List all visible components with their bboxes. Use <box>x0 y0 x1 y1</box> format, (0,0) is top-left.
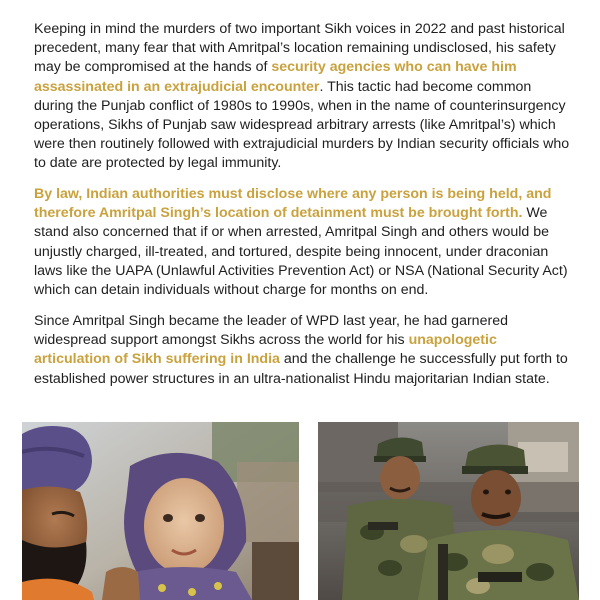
photo-man-with-child-image <box>22 422 299 600</box>
paragraph-1-highlight: security agencies who can have him assassinated in an extrajudicial encounter <box>34 59 517 95</box>
paragraph-3-highlight: unapologetic articulation of Sikh suffering in India <box>34 332 497 368</box>
paragraph-3-segment-1: Since Amritpal Singh became the leader of WPD last year, he had garnered widespread support amongst Sikhs across the world for his <box>34 313 508 349</box>
paragraph-3 <box>34 312 574 389</box>
paragraph-2 <box>34 185 574 300</box>
paragraph-2-segment-2: We stand also concerned that if or when arrested, Amritpal Singh and others would be unjustly charged, ill-treated, and tortured, despite being innocent, under draconian laws like the UAPA (Unlawful Activities Prevention Act) or NSA (National Security Act) which can detain individuals without charge for months on end. <box>34 205 568 299</box>
paragraph-1-segment-3: . This tactic had become common during the Punjab conflict of 1980s to 1990s, when in the name of counterinsurgency operations, Sikhs of Punjab saw widespread arbitrary arrests (like Amritpal’s) which were then routinely followed with extrajudicial murders by Indian security officials who to date are protected by legal immunity. <box>34 78 570 172</box>
paragraph-3-segment-3: and the challenge he successfully put forth to established power structures in an ultra-nationalist Hindu majoritarian Indian state. <box>34 351 568 387</box>
paragraph-2-highlight: By law, Indian authorities must disclose where any person is being held, and therefore Amritpal Singh’s location of detainment must be brought forth. <box>34 186 552 222</box>
paragraph-1 <box>34 20 574 174</box>
photo-man-with-child <box>22 422 299 600</box>
paragraph-1-segment-1: Keeping in mind the murders of two important Sikh voices in 2022 and past historical precedent, many fear that with Amritpal’s location remaining undisclosed, his safety may be compromised at the hands of <box>34 21 565 76</box>
photo-security-officers-image <box>318 422 579 600</box>
photo-security-officers <box>318 422 579 600</box>
